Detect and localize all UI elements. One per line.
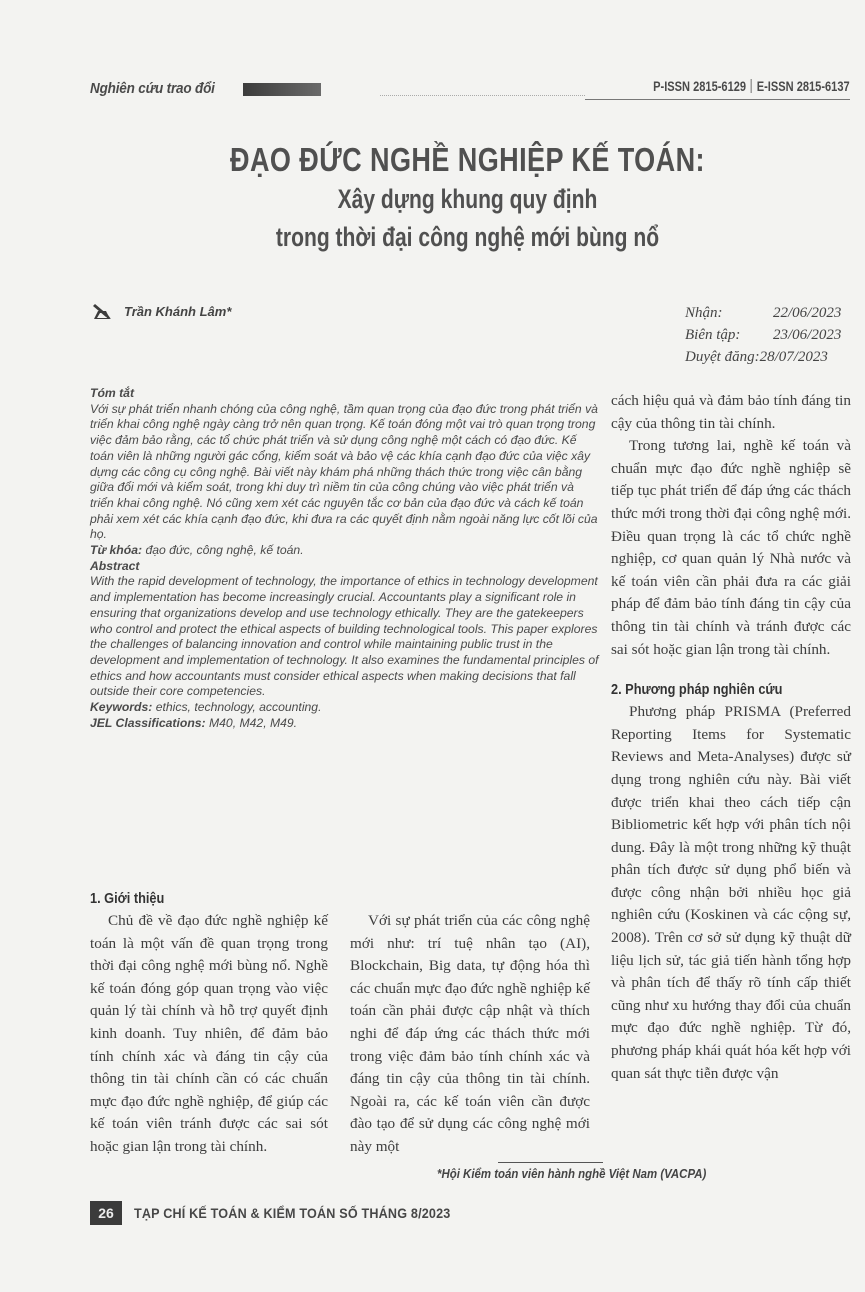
right-column xyxy=(611,390,851,1085)
issn-separator xyxy=(751,79,752,93)
e-issn: E-ISSN 2815-6137 xyxy=(757,79,850,94)
paragraph: Với sự phát triển của các công nghệ mới như: trí tuệ nhân tạo (AI), Blockchain, Big data, tự động hóa thì các chuẩn mực đạo đức nghề nghiệp kế toán cần phải được cập nhật và thích nghi để đáp ứng các thách thức mới trong việc đảm bảo tính chính xác và đáng tin cậy của thông tin tài chính. Ngoài ra, các kế toán viên cần được đào tạo để sử dụng các công nghệ mới này một xyxy=(350,912,590,1155)
section-label: Nghiên cứu trao đổi xyxy=(90,80,215,97)
date-received: Nhận: 22/06/2023 xyxy=(685,305,842,321)
article-title xyxy=(100,140,835,256)
submission-dates xyxy=(685,302,841,368)
pen-writing-icon xyxy=(92,302,120,320)
date-edited: Biên tập: 23/06/2023 xyxy=(685,327,842,343)
section-bar-decoration xyxy=(243,83,321,96)
section-heading-introduction: 1. Giới thiệu xyxy=(90,891,165,907)
abstract-block xyxy=(90,386,600,731)
header-dotted-rule xyxy=(380,95,585,96)
author xyxy=(92,302,231,320)
abstract-en-heading: Abstract xyxy=(90,558,140,573)
abstract-vi-heading: Tóm tắt xyxy=(90,386,135,400)
paragraph: cách hiệu quả và đảm bảo tính đáng tin cậy của thông tin tài chính. xyxy=(611,392,851,432)
date-approved: Duyệt đăng: 28/07/2023 xyxy=(685,349,828,365)
author-affiliation-footnote: *Hội Kiểm toán viên hành nghề Việt Nam (VACPA) xyxy=(437,1166,707,1181)
title-main: ĐẠO ĐỨC NGHỀ NGHIỆP KẾ TOÁN: xyxy=(230,141,705,178)
column-2 xyxy=(350,888,590,1159)
abstract-en-text: With the rapid development of technology, the importance of ethics in technology development and implementation has become increasingly crucial. Accountants play a significant role in ensuring that organizations develop and use technology ethically. They are the gatekeepers who control and protect the ethical aspects of building technological tools. This paper explores the challenges of balancing innovation and control while maintaining public trust in the development and implementation of technology. It also examines the fundamental principles of ethics and how accountants must consider ethical aspects when making decisions that fall outside their core competencies. xyxy=(90,574,599,699)
paragraph: Chủ đề về đạo đức nghề nghiệp kế toán là một vấn đề quan trọng trong thời đại công nghệ mới bùng nổ. Nghề kế toán đóng góp quan trọng vào việc quản lý tài chính và hỗ trợ quyết định kinh doanh. Tuy nhiên, để đảm bảo tính chính xác và đáng tin cậy của thông tin tài chính cần có các chuẩn mực đạo đức nghề nghiệp, để giúp các kế toán viên tránh được các sai sót hoặc gian lận trong tài chính. xyxy=(90,912,328,1155)
p-issn: P-ISSN 2815-6129 xyxy=(653,79,747,94)
column-1 xyxy=(90,888,328,1159)
jel-classifications: JEL Classifications: M40, M42, M49. xyxy=(90,715,298,730)
author-name: Trần Khánh Lâm* xyxy=(124,303,232,319)
title-subtitle-line-1: Xây dựng khung quy định xyxy=(337,184,598,214)
abstract-vi-text: Với sự phát triển nhanh chóng của công nghệ, tầm quan trọng của đạo đức trong phát triển và triển khai công nghệ ngày càng trở nên quan trọng. Kế toán đóng một vai trò quan trọng trong việc đảm bảo rằng, các tổ chức phát triển và sử dụng công nghệ một cách có đạo đức. Kế toán viên là những người gác cổng, kiểm soát và bảo vệ các khía cạnh đạo đức của việc xây dựng các công cụ công nghệ. Bài viết này khám phá những thách thức trong việc cân bằng giữa đổi mới và kiểm soát, trong khi duy trì niềm tin của công chúng vào việc phát triển và triển khai công nghệ. Nó cũng xem xét các nguyên tắc cơ bản của đạo đức và cách kế toán phải xem xét các khía cạnh đạo đức, khi đưa ra các quyết định nằm ngoài năng lực cốt lõi của họ. xyxy=(90,401,598,542)
issn-info xyxy=(653,79,850,94)
footnote-rule xyxy=(498,1162,603,1163)
header-rule xyxy=(585,99,850,100)
keywords-vi: Từ khóa: đạo đức, công nghệ, kế toán. xyxy=(90,543,304,558)
title-subtitle-line-2: trong thời đại công nghệ mới bùng nổ xyxy=(275,222,660,252)
section-heading-methods: 2. Phương pháp nghiên cứu xyxy=(611,682,783,699)
page-number: 26 xyxy=(90,1201,122,1225)
paragraph: Trong tương lai, nghề kế toán và chuẩn mực đạo đức nghề nghiệp sẽ tiếp tục phát triển để đáp ứng các thách thức mới trong thời đại công nghệ mới. Điều quan trọng là các tổ chức nghề nghiệp, cơ quan quản lý Nhà nước và kế toán viên cần phải đưa ra các giải pháp để đảm bảo tính đáng tin cậy của thông tin tài chính và tránh được các sai sót hoặc gian lận trong tài chính. xyxy=(611,437,851,658)
journal-name: TẠP CHÍ KẾ TOÁN & KIỂM TOÁN SỐ THÁNG 8/2023 xyxy=(134,1205,451,1221)
keywords-en: Keywords: ethics, technology, accounting. xyxy=(90,700,322,715)
paragraph: Phương pháp PRISMA (Preferred Reporting Items for Systematic Reviews and Meta-Analyses) được sử dụng trong nghiên cứu này. Bài viết được triển khai theo cách tiếp cận Bibliometric kết hợp với phân tích nội dung. Đây là một trong những kỹ thuật phân tích được sử dụng phổ biến và được công nhận bởi nhiều học giả nghiên cứu (Koskinen và các cộng sự, 2008). Trên cơ sở sử dụng kỹ thuật dữ liệu lịch sử, tác giả tiến hành tổng hợp và phân tích để thấy rõ tính cấp thiết cũng như xu hướng thay đổi của chuẩn mực đạo đức nghề nghiệp. Từ đó, phương pháp khái quát hóa kết hợp với quan sát thực tiễn được vận xyxy=(611,703,851,1082)
